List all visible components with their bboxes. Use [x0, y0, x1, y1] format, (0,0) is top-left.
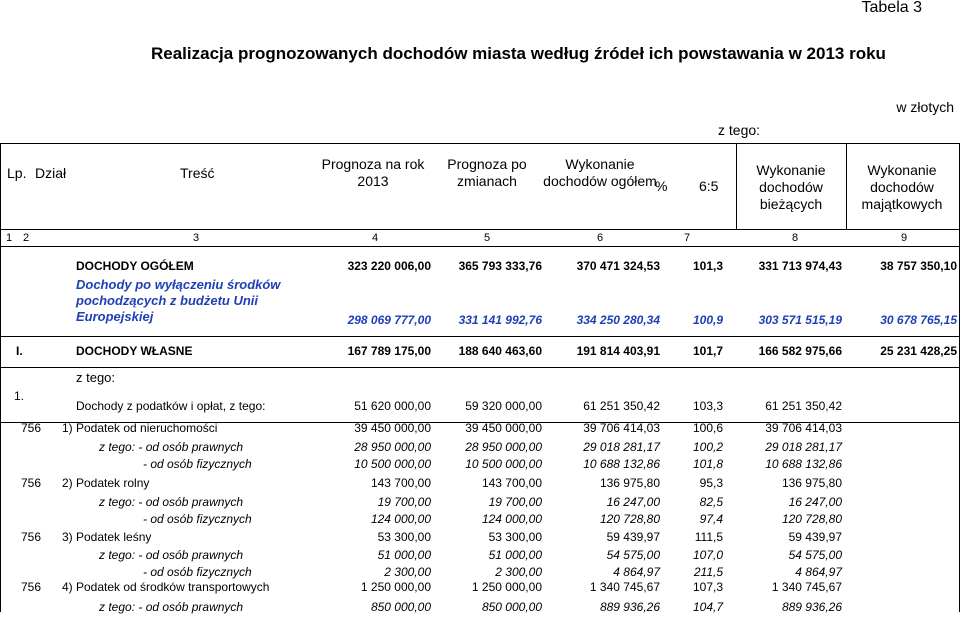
row-label: z tego: - od osób prawnych	[99, 600, 244, 614]
total-c4: 323 220 006,00	[347, 259, 431, 273]
header-wykonanie: Wykonanie dochodów ogółem	[543, 156, 657, 189]
prognoza-po-cell: 28 950 000,00	[465, 440, 542, 454]
prognoza-cell: 53 300,00	[377, 530, 431, 544]
prognoza-cell: 124 000,00	[370, 512, 431, 526]
biezace-cell: 29 018 281,17	[765, 440, 842, 454]
prognoza-cell: 51 000,00	[377, 548, 431, 562]
wykonanie-cell: 16 247,00	[606, 495, 660, 509]
own-c9: 25 231 428,25	[880, 344, 957, 358]
dzial-cell: 756	[21, 580, 42, 594]
biezace-cell: 1 340 745,67	[771, 580, 842, 594]
row-label: - od osób fizycznych	[143, 512, 252, 526]
percent-cell: 211,5	[693, 565, 723, 579]
row-label: - od osób fizycznych	[143, 565, 252, 579]
header-prognoza-po: Prognoza po zmianach	[447, 156, 527, 189]
wykonanie-cell: 29 018 281,17	[583, 440, 660, 454]
prognoza-po-cell: 19 700,00	[488, 495, 542, 509]
prognoza-cell: 1 250 000,00	[360, 580, 431, 594]
wykonanie-cell: 10 688 132,86	[583, 457, 660, 471]
column-number-8: 8	[792, 232, 799, 244]
prognoza-po-cell: 1 250 000,00	[471, 580, 542, 594]
wykonanie-cell: 59 439,97	[606, 530, 660, 544]
total-c5: 365 793 333,76	[458, 259, 542, 273]
taxes-c5: 59 320 000,00	[465, 399, 542, 413]
eu-c9: 30 678 765,15	[880, 313, 957, 327]
taxes-c8: 61 251 350,42	[765, 399, 842, 413]
percent-cell: 111,5	[694, 530, 723, 544]
table-row	[0, 418, 960, 438]
prognoza-po-cell: 124 000,00	[481, 512, 542, 526]
wykonanie-cell: 1 340 745,67	[589, 580, 660, 594]
eu-c6: 334 250 280,34	[576, 313, 660, 327]
biezace-cell: 54 575,00	[788, 548, 842, 562]
header-majatkowe: Wykonanie dochodów majątkowych	[861, 162, 943, 212]
table-row	[0, 577, 960, 597]
own-c4: 167 789 175,00	[347, 344, 431, 358]
prognoza-po-cell: 143 700,00	[481, 476, 542, 490]
column-number-9: 9	[901, 232, 908, 244]
biezace-cell: 136 975,80	[781, 476, 842, 490]
column-number-5: 5	[484, 232, 491, 244]
own-lp: I.	[16, 344, 23, 358]
taxes-c7: 103,3	[692, 399, 723, 413]
taxes-c6: 61 251 350,42	[583, 399, 660, 413]
biezace-cell: 889 936,26	[781, 600, 842, 614]
wykonanie-cell: 120 728,80	[599, 512, 660, 526]
total-c9: 38 757 350,10	[880, 259, 957, 273]
biezace-cell: 4 864,97	[795, 565, 842, 579]
own-c5: 188 640 463,60	[458, 344, 542, 358]
percent-cell: 101,8	[692, 457, 723, 471]
wykonanie-cell: 39 706 414,03	[583, 421, 660, 435]
eu-c7: 100,9	[692, 313, 723, 327]
percent-cell: 100,2	[692, 440, 723, 454]
table-row	[0, 473, 960, 493]
prognoza-cell: 143 700,00	[370, 476, 431, 490]
dzial-cell: 756	[21, 421, 42, 435]
table-row	[0, 527, 960, 547]
column-number-2: 2	[23, 232, 30, 244]
prognoza-po-cell: 850 000,00	[481, 600, 542, 614]
row-label: 1) Podatek od nieruchomości	[62, 421, 218, 435]
total-label: DOCHODY OGÓŁEM	[76, 259, 194, 273]
percent-cell: 107,3	[692, 580, 723, 594]
prognoza-cell: 10 500 000,00	[354, 457, 431, 471]
taxes-lp: 1.	[14, 389, 25, 403]
header-ratio: 6:5	[699, 178, 719, 194]
prognoza-po-cell: 39 450 000,00	[465, 421, 542, 435]
header-prognoza-rok: Prognoza na rok 2013	[321, 156, 425, 189]
column-number-1: 1	[6, 232, 13, 244]
eu-c4: 298 069 777,00	[347, 313, 431, 327]
row-label: 2) Podatek rolny	[62, 476, 150, 490]
total-c6: 370 471 324,53	[576, 259, 660, 273]
dzial-cell: 756	[21, 476, 42, 490]
prognoza-cell: 28 950 000,00	[354, 440, 431, 454]
prognoza-cell: 2 300,00	[384, 565, 431, 579]
own-c8: 166 582 975,66	[758, 344, 842, 358]
taxes-z-tego: z tego:	[76, 370, 116, 385]
row-label: 4) Podatek od środków transportowych	[62, 580, 270, 594]
prognoza-cell: 39 450 000,00	[354, 421, 431, 435]
biezace-cell: 39 706 414,03	[765, 421, 842, 435]
percent-cell: 107,0	[692, 548, 723, 562]
taxes-row	[0, 389, 960, 416]
prognoza-po-cell: 53 300,00	[488, 530, 542, 544]
header-lp: Lp.	[7, 165, 27, 181]
prognoza-po-cell: 51 000,00	[488, 548, 542, 562]
prognoza-po-cell: 2 300,00	[495, 565, 542, 579]
header-percent: %	[655, 178, 668, 194]
wykonanie-cell: 136 975,80	[599, 476, 660, 490]
row-label: z tego: - od osób prawnych	[99, 495, 244, 509]
header-biezace: Wykonanie dochodów bieżących	[756, 162, 826, 212]
dzial-cell: 756	[21, 530, 42, 544]
own-row	[0, 341, 960, 361]
percent-cell: 95,3	[699, 476, 723, 490]
biezace-cell: 120 728,80	[781, 512, 842, 526]
table-row	[0, 509, 960, 529]
table-row	[0, 597, 960, 617]
table-label: Tabela 3	[861, 0, 922, 16]
taxes-c4: 51 620 000,00	[354, 399, 431, 413]
percent-cell: 104,7	[692, 600, 723, 614]
wykonanie-cell: 4 864,97	[613, 565, 660, 579]
own-label: DOCHODY WŁASNE	[76, 344, 193, 358]
wykonanie-cell: 889 936,26	[599, 600, 660, 614]
row-label: 3) Podatek leśny	[62, 530, 152, 544]
row-label: - od osób fizycznych	[143, 457, 252, 471]
eu-row	[0, 310, 960, 330]
column-number-6: 6	[597, 232, 604, 244]
prognoza-cell: 850 000,00	[370, 600, 431, 614]
biezace-cell: 10 688 132,86	[765, 457, 842, 471]
percent-cell: 97,4	[699, 512, 723, 526]
own-c7: 101,7	[692, 344, 723, 358]
prognoza-po-cell: 10 500 000,00	[465, 457, 542, 471]
row-label: z tego: - od osób prawnych	[99, 440, 244, 454]
row-label: z tego: - od osób prawnych	[99, 548, 244, 562]
percent-cell: 100,6	[692, 421, 723, 435]
currency-note: w złotych	[896, 99, 954, 115]
eu-label: Dochody po wyłączeniu środków pochodzących z budżetu Unii Europejskiej	[76, 277, 281, 324]
prognoza-cell: 19 700,00	[377, 495, 431, 509]
eu-c5: 331 141 992,76	[458, 313, 542, 327]
wykonanie-cell: 54 575,00	[606, 548, 660, 562]
table-row	[0, 454, 960, 474]
taxes-label: Dochody z podatków i opłat, z tego:	[76, 399, 266, 413]
header-z-tego: z tego:	[718, 122, 761, 138]
eu-c8: 303 571 515,19	[758, 313, 842, 327]
column-number-4: 4	[372, 232, 379, 244]
total-row	[0, 256, 960, 276]
header-dzial: Dział	[35, 165, 67, 181]
percent-cell: 82,5	[699, 495, 723, 509]
column-number-3: 3	[193, 232, 200, 244]
page-title: Realizacja prognozowanych dochodów miasta według źródeł ich powstawania w 2013 roku	[151, 44, 886, 63]
own-c6: 191 814 403,91	[576, 344, 660, 358]
column-number-7: 7	[684, 232, 691, 244]
total-c7: 101,3	[692, 259, 723, 273]
biezace-cell: 59 439,97	[788, 530, 842, 544]
header-tresc: Treść	[180, 165, 215, 181]
biezace-cell: 16 247,00	[788, 495, 842, 509]
total-c8: 331 713 974,43	[758, 259, 842, 273]
